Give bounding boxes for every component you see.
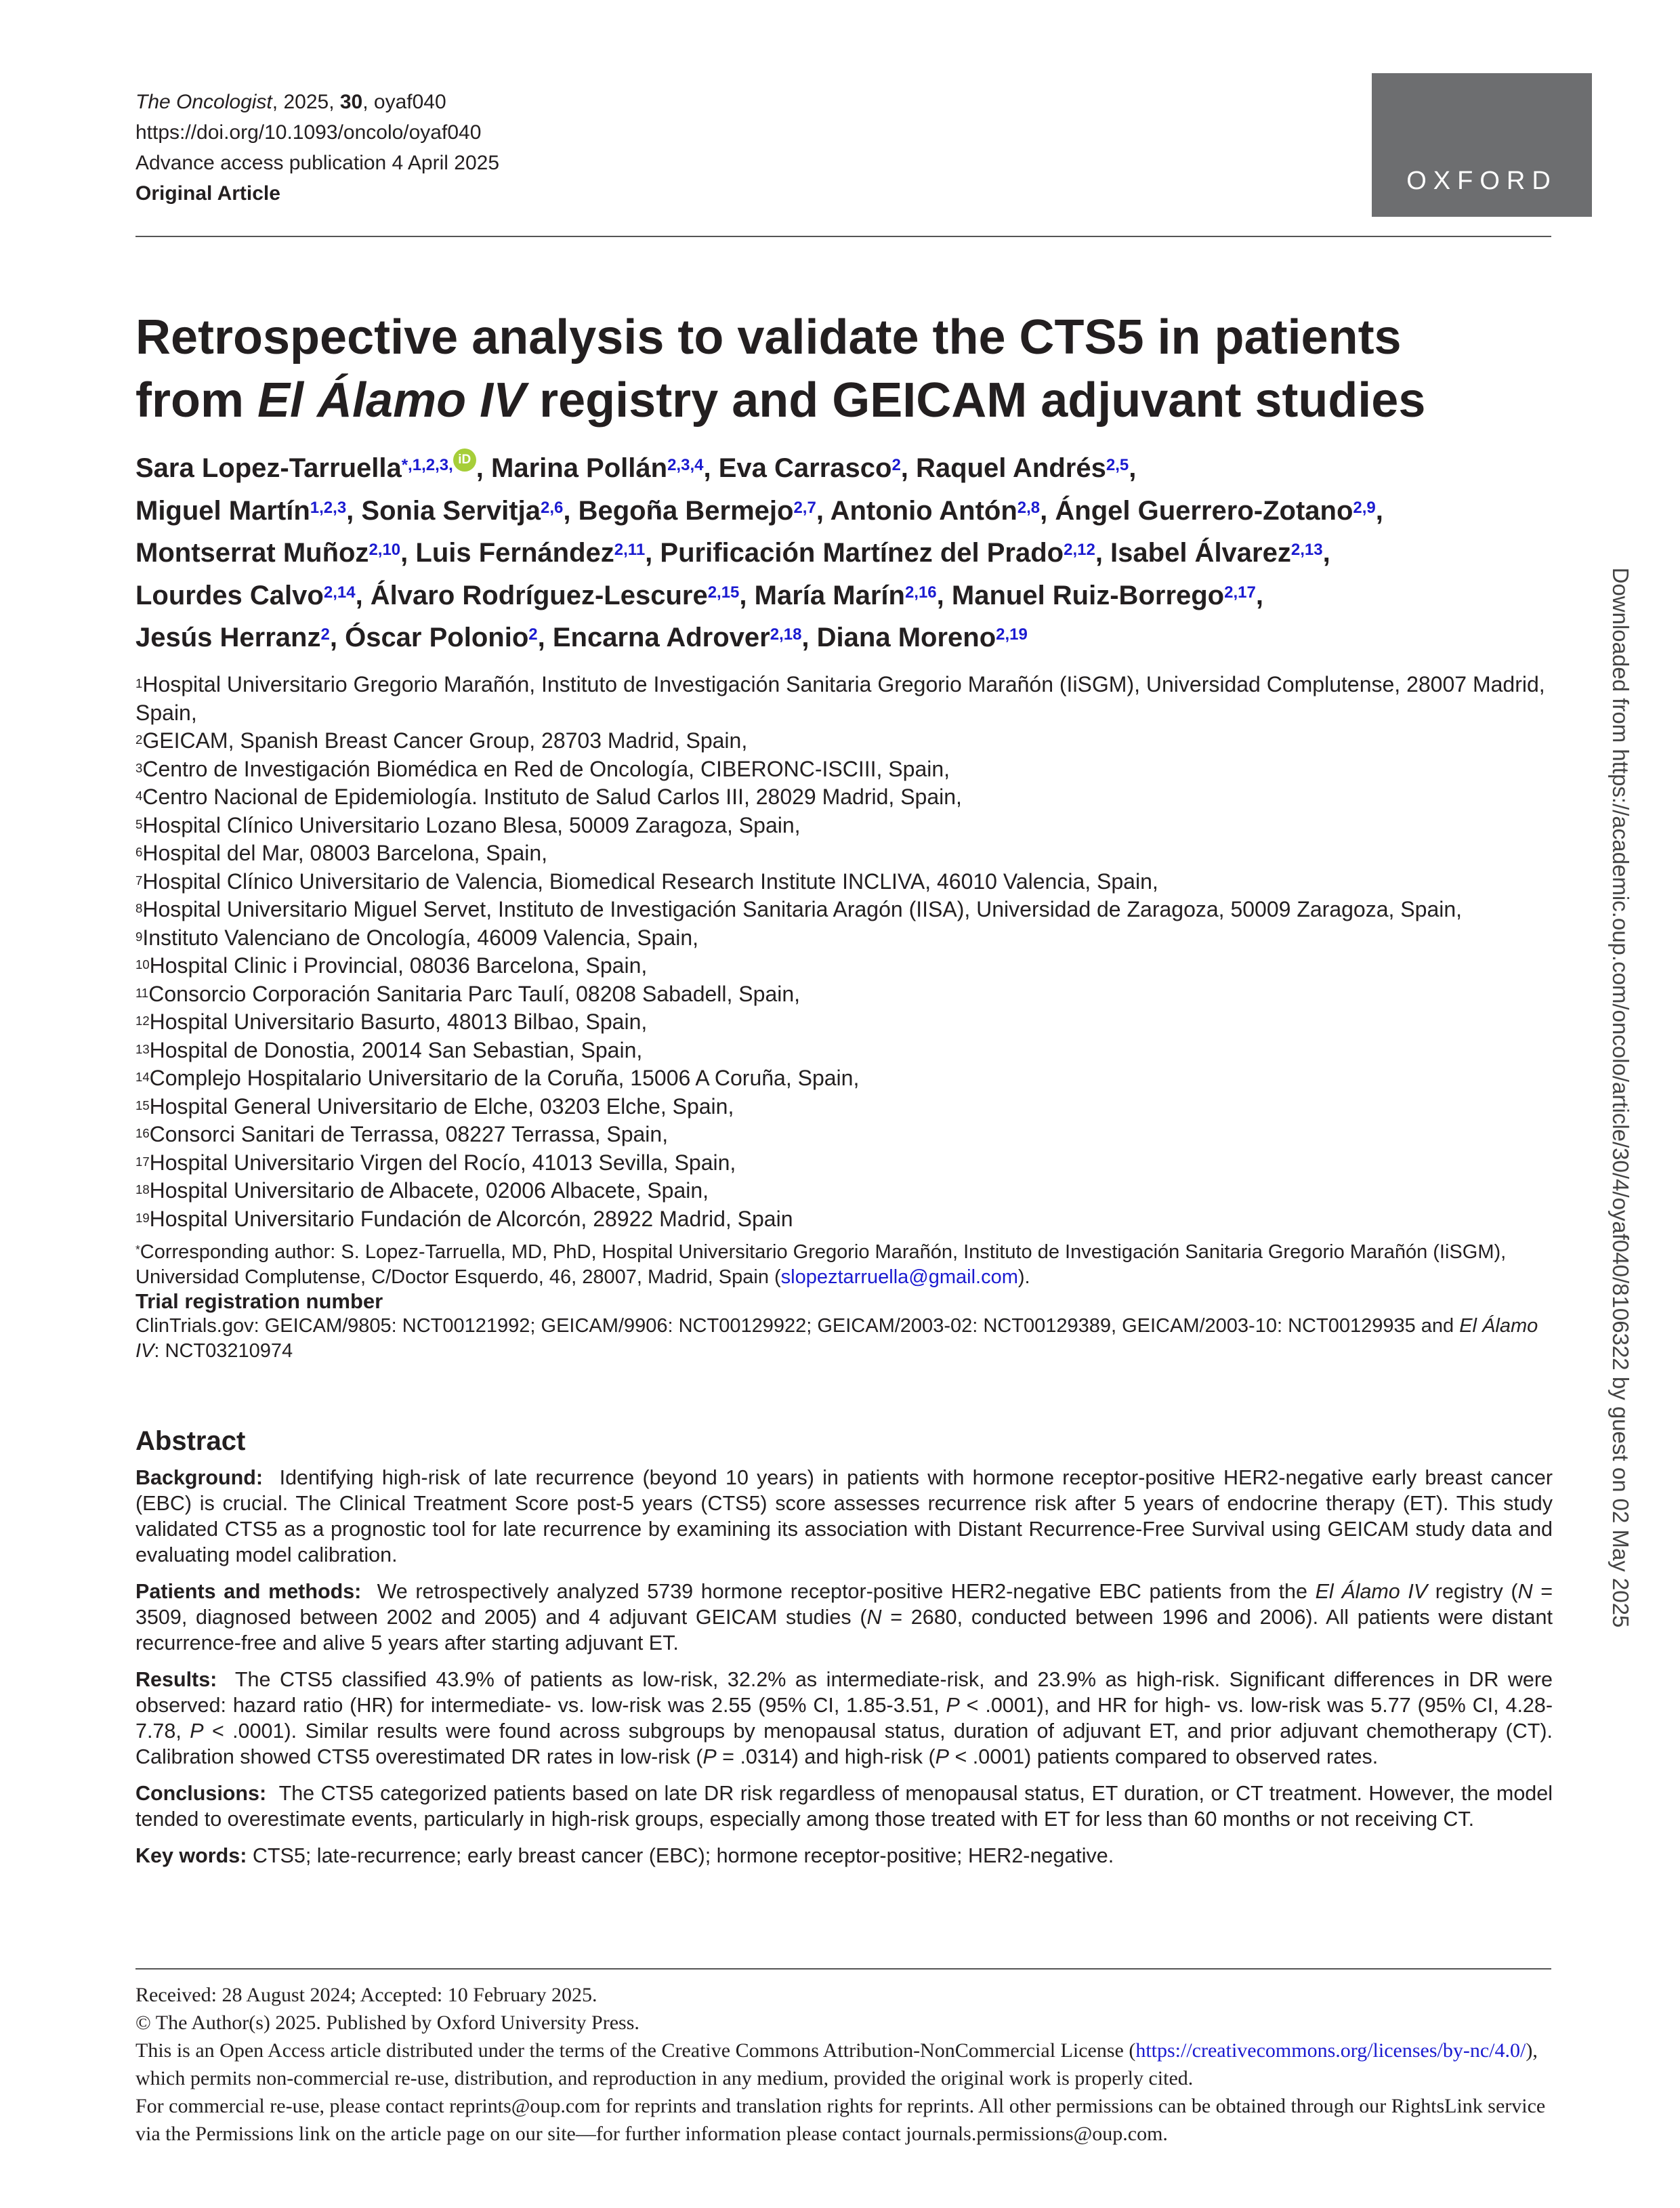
author: Óscar Polonio$^2$, [345, 623, 553, 652]
affiliation-text: Hospital Universitario Miguel Servet, Instituto de Investigación Sanitaria Aragón (IISA), Universidad de Zaragoza, 50009 Zaragoza, Spain, [142, 897, 1463, 921]
section-text: N [866, 1606, 882, 1629]
abstract-section [135, 1465, 1553, 1568]
affiliation [135, 868, 1565, 896]
affiliation-list [135, 671, 1565, 1233]
author-affiliation-refs[interactable]: 2,7 [793, 498, 816, 517]
section-label: Conclusions: [135, 1782, 267, 1805]
author: Raquel Andrés$^{2,5}$, [916, 453, 1137, 483]
volume: 30 [339, 91, 363, 113]
advance-access: Advance access publication 4 April 2025 [135, 152, 500, 174]
abstract-section [135, 1780, 1553, 1832]
abstract [135, 1426, 1553, 1879]
affiliation [135, 924, 1565, 953]
section-text: < .0001), and HR for high- vs. low-risk was 5.77 (95% CI, 4.28-7.78, [135, 1694, 1553, 1743]
author-affiliation-refs[interactable]: 2,12 [1064, 541, 1095, 559]
section-text: = 3509, diagnosed between 2002 and 2005) and 4 adjuvant GEICAM studies ( [135, 1580, 1553, 1629]
affiliation [135, 755, 1565, 784]
abstract-section [135, 1579, 1553, 1656]
author: Lourdes Calvo$^{2,14}$, [135, 580, 371, 610]
author: Sara Lopez-Tarruella$^{*,1,2,3,}$ iD , [135, 453, 491, 483]
section-text: Identifying high-risk of late recurrence (beyond 10 years) in patients with hormone receptor-positive HER2-negative early breast cancer (EBC) is crucial. The Clinical Treatment Score post-5 years (CTS5) score assesses recurrence risk after 5 years of endocrine therapy (ET). This study validated CTS5 as a prognostic tool for late recurrence by examining its association with Distant Recurrence-Free Survival using GEICAM study data and evaluating model calibration. [135, 1466, 1553, 1566]
section-label: Background: [135, 1466, 264, 1489]
author: Encarna Adrover$^{2,18}$, [552, 623, 817, 652]
author-name: Begoña Bermejo [578, 495, 794, 526]
author: Luis Fernández$^{2,11}$, [415, 538, 660, 568]
section-text: El Álamo IV [1315, 1580, 1428, 1603]
author-name: Sonia Servitja [361, 495, 541, 526]
doi-link[interactable]: https://doi.org/10.1093/oncolo/oyaf040 [135, 121, 482, 144]
affiliation [135, 1205, 1565, 1234]
author-name: Diana Moreno [816, 623, 996, 652]
author-affiliation-refs[interactable]: 2,19 [996, 625, 1028, 644]
license-link[interactable]: https://creativecommons.org/licenses/by-nc/4.0/ [1135, 2039, 1526, 2062]
trial-heading: Trial registration number [135, 1289, 383, 1313]
affiliation-text: Complejo Hospitalario Universitario de la Coruña, 15006 A Coruña, Spain, [149, 1066, 860, 1090]
affiliation-text: Consorcio Corporación Sanitaria Parc Taulí, 08208 Sabadell, Spain, [148, 981, 801, 1006]
affiliation-text: Hospital Universitario Gregorio Marañón, Instituto de Investigación Sanitaria Gregorio Marañón (IiSGM), Universidad Complutense, 28007 Madrid, Spain, [135, 672, 1545, 725]
affiliation [135, 1177, 1565, 1205]
affiliation [135, 1008, 1565, 1037]
author-affiliation-refs[interactable]: 2 [528, 625, 538, 644]
section-text: The CTS5 classified 43.9% of patients as low-risk, 32.2% as intermediate-risk, and 23.9% as high-risk. Significant differences in DR were observed: hazard ratio (HR) for intermediate- vs. low-risk was 2.55 (95% CI, 1.85-3.51, [135, 1668, 1553, 1717]
author-affiliation-refs[interactable]: 2,10 [369, 541, 401, 559]
section-text: = 2680, conducted between 1996 and 2006). All patients were distant recurrence-free and alive 5 years after starting adjuvant ET. [135, 1606, 1553, 1654]
author-name: Eva Carrasco [718, 453, 892, 483]
author [817, 623, 1028, 652]
author-name: Jesús Herranz [135, 623, 321, 652]
affiliation-text: Centro de Investigación Biomédica en Red de Oncología, CIBERONC-ISCIII, Spain, [142, 756, 950, 781]
section-text: < .0001) patients compared to observed rates. [949, 1745, 1379, 1768]
author: Jesús Herranz$^2$, [135, 623, 345, 652]
footer-divider [135, 1968, 1551, 1970]
author-affiliation-refs[interactable]: 2,11 [614, 541, 646, 559]
affiliation [135, 1037, 1565, 1065]
affiliation-text: GEICAM, Spanish Breast Cancer Group, 28703 Madrid, Spain, [142, 728, 748, 753]
affiliation-number: 6 [135, 845, 143, 859]
affiliation-number: 7 [135, 873, 143, 888]
affiliation [135, 1093, 1565, 1121]
author: Miguel Martín$^{1,2,3}$, [135, 495, 362, 526]
affiliation-text: Hospital Universitario Virgen del Rocío, 41013 Sevilla, Spain, [149, 1150, 736, 1175]
author-affiliation-refs[interactable]: 2,15 [707, 583, 740, 602]
section-text: We retrospectively analyzed 5739 hormone receptor-positive HER2-negative EBC patients from the [377, 1580, 1316, 1603]
author: Álvaro Rodríguez-Lescure$^{2,15}$, [370, 580, 755, 610]
affiliation [135, 727, 1565, 755]
author: Begoña Bermejo$^{2,7}$, [578, 495, 831, 526]
affiliation-number: 4 [135, 789, 143, 803]
affiliation-text: Instituto Valenciano de Oncología, 46009 Valencia, Spain, [142, 925, 699, 950]
affiliation [135, 839, 1565, 868]
author-affiliation-refs[interactable]: 2,9 [1353, 498, 1376, 517]
affiliation-number: 17 [135, 1154, 150, 1169]
trial-registration: Trial registration number ClinTrials.gov: GEICAM/9805: NCT00121992; GEICAM/9906: NCT00129922; GEICAM/2003-02: NCT00129389, GEICAM/2003-10: NCT00129935 and El Álamo IV: NCT03210974 [135, 1289, 1558, 1364]
affiliation-number: 18 [135, 1182, 150, 1196]
author: Antonio Antón$^{2,8}$, [830, 495, 1055, 526]
affiliation-text: Hospital Clínico Universitario de Valencia, Biomedical Research Institute INCLIVA, 46010 Valencia, Spain, [142, 869, 1158, 894]
affiliation-text: Centro Nacional de Epidemiología. Instituto de Salud Carlos III, 28029 Madrid, Spain, [142, 785, 962, 809]
author-affiliation-refs[interactable]: 1,2,3 [310, 498, 347, 517]
affiliation-number: 5 [135, 816, 143, 831]
author-name: Montserrat Muñoz [135, 538, 369, 568]
author-name: Raquel Andrés [916, 453, 1106, 483]
author-affiliation-refs[interactable]: 2,8 [1017, 498, 1041, 517]
section-text: The CTS5 categorized patients based on late DR risk regardless of menopausal status, ET duration, or CT treatment. However, the model tended to overestimate events, particularly in high-risk groups, especially among those treated with ET for less than 60 months or not receiving CT. [135, 1782, 1553, 1831]
affiliation-text: Hospital Clínico Universitario Lozano Blesa, 50009 Zaragoza, Spain, [142, 812, 801, 837]
affiliation [135, 1064, 1565, 1093]
author-name: Marina Pollán [491, 453, 668, 483]
affiliation [135, 952, 1565, 980]
author-name: Isabel Álvarez [1110, 538, 1291, 568]
author: María Marín$^{2,16}$, [754, 580, 952, 610]
affiliation [135, 783, 1565, 812]
affiliation [135, 1121, 1565, 1149]
affiliation-number: 2 [135, 732, 143, 747]
article-title: Retrospective analysis to validate the CTS5 in patients from El Álamo IV registry and GEICAM adjuvant studies [135, 310, 1426, 428]
author-affiliation-refs[interactable]: 2,17 [1224, 583, 1256, 602]
author-affiliation-refs[interactable]: 2,14 [323, 583, 356, 602]
author-name: Álvaro Rodríguez-Lescure [370, 580, 708, 610]
commercial-notice: For commercial re-use, please contact reprints@oup.com for reprints and translation rights for reprints. All other permissions can be obtained through our RightsLink service via the Permissions link on the article page on our site—for further information please contact journals.permissions@oup.com. [135, 2095, 1546, 2145]
author-name: Encarna Adrover [552, 623, 770, 652]
email-link[interactable]: slopeztarruella@gmail.com [780, 1266, 1018, 1288]
affiliation [135, 980, 1565, 1009]
affiliation-number: 9 [135, 929, 143, 944]
section-text: P [190, 1720, 204, 1743]
author: Eva Carrasco$^2$, [718, 453, 917, 483]
abstract-section [135, 1667, 1553, 1770]
affiliation-text: Consorci Sanitari de Terrassa, 08227 Terrassa, Spain, [149, 1122, 669, 1146]
affiliation-text: Hospital Universitario Basurto, 48013 Bilbao, Spain, [149, 1009, 648, 1034]
author: Purificación Martínez del Prado$^{2,12}$, [660, 538, 1111, 568]
footer [135, 1981, 1553, 2148]
author-affiliation-refs[interactable]: 2 [891, 456, 901, 474]
affiliation-text: Hospital Universitario Fundación de Alcorcón, 28922 Madrid, Spain [149, 1206, 793, 1231]
affiliation [135, 671, 1565, 727]
affiliation-number: 10 [135, 957, 150, 972]
license: This is an Open Access article distributed under the terms of the Creative Commons Attribution-NonCommercial License (https://creativecommons.org/licenses/by-nc/4.0/), which permits non-commercial re-use, distribution, and reproduction in any medium, provided the original work is properly cited. [135, 2039, 1538, 2089]
author: Isabel Álvarez$^{2,13}$, [1110, 538, 1330, 568]
author-name: Miguel Martín [135, 495, 310, 526]
author-affiliation-refs[interactable]: *,1,2,3, [401, 456, 453, 474]
affiliation-number: 16 [135, 1126, 150, 1140]
author-affiliation-refs[interactable]: 2,6 [540, 498, 564, 517]
section-label: Patients and methods: [135, 1580, 362, 1603]
affiliation [135, 812, 1565, 840]
author-affiliation-refs[interactable]: 2,16 [904, 583, 937, 602]
author-affiliation-refs[interactable]: 2 [320, 625, 330, 644]
citation-line: The Oncologist, 2025, 30, oyaf040 [135, 91, 446, 113]
header-divider [135, 236, 1551, 237]
keywords: Key words: CTS5; late-recurrence; early breast cancer (EBC); hormone receptor-positive; HER2-negative. [135, 1844, 1114, 1867]
affiliation-number: 8 [135, 901, 143, 915]
author-affiliation-refs[interactable]: 2,5 [1106, 456, 1129, 474]
article-meta [135, 87, 499, 209]
author-affiliation-refs[interactable]: 2,18 [770, 625, 802, 644]
section-text: < .0001). Similar results were found across subgroups by menopausal status, duration of adjuvant ET, and prior adjuvant chemotherapy (CT). Calibration showed CTS5 overestimated DR rates in low-risk ( [135, 1720, 1553, 1768]
author: Ángel Guerrero-Zotano$^{2,9}$, [1055, 495, 1383, 526]
corresponding-author: *Corresponding author: S. Lopez-Tarruella, MD, PhD, Hospital Universitario Gregorio Marañón, Instituto de Investigación Sanitaria Gregorio Marañón (IiSGM), Universidad Complutense, C/Doctor Esquerdo, 46, 28007, Madrid, Spain (slopeztarruella@gmail.com). [135, 1241, 1507, 1288]
section-text: = .0314) and high-risk ( [716, 1745, 936, 1768]
abstract-heading: Abstract [135, 1426, 246, 1456]
orcid-icon[interactable]: iD [453, 449, 476, 472]
received-dates: Received: 28 August 2024; Accepted: 10 February 2025. [135, 1984, 597, 2006]
author: Montserrat Muñoz$^{2,10}$, [135, 538, 416, 568]
affiliation-number: 19 [135, 1210, 150, 1225]
affiliation-text: Hospital Universitario de Albacete, 02006 Albacete, Spain, [149, 1178, 709, 1203]
affiliation-number: 1 [135, 676, 143, 690]
author: Manuel Ruiz-Borrego$^{2,17}$, [951, 580, 1263, 610]
affiliation-text: Hospital de Donostia, 20014 San Sebastian, Spain, [149, 1037, 643, 1062]
author-affiliation-refs[interactable]: 2,3,4 [667, 456, 704, 474]
author: Sonia Servitja$^{2,6}$, [361, 495, 579, 526]
section-text: P [935, 1745, 950, 1768]
author: Marina Pollán$^{2,3,4}$, [491, 453, 719, 483]
affiliation [135, 896, 1565, 924]
affiliation-number: 3 [135, 760, 143, 775]
affiliation-number: 11 [135, 985, 149, 1000]
download-notice: Downloaded from https://academic.oup.com/oncolo/article/30/4/oyaf040/8106322 by guest on 02 May 2025 [1608, 567, 1633, 1628]
author-name: Ángel Guerrero-Zotano [1055, 495, 1353, 526]
author-list [135, 447, 1558, 659]
author-name: Manuel Ruiz-Borrego [951, 580, 1225, 610]
author-name: Lourdes Calvo [135, 580, 324, 610]
oxford-logo: OXFORD [1372, 73, 1592, 217]
section-text: P [946, 1694, 960, 1717]
affiliation-text: Hospital Clinic i Provincial, 08036 Barcelona, Spain, [149, 953, 648, 978]
affiliation-text: Hospital del Mar, 08003 Barcelona, Spain, [142, 841, 548, 865]
copyright: © The Author(s) 2025. Published by Oxford University Press. [135, 2012, 639, 2034]
author-affiliation-refs[interactable]: 2,13 [1290, 541, 1323, 559]
author-name: María Marín [754, 580, 905, 610]
affiliation-number: 15 [135, 1098, 150, 1112]
section-text: P [702, 1745, 717, 1768]
author-name: Sara Lopez-Tarruella [135, 453, 402, 483]
affiliation-number: 13 [135, 1041, 150, 1056]
article-type: Original Article [135, 182, 280, 205]
author-name: Óscar Polonio [345, 623, 529, 652]
section-text: registry ( [1427, 1580, 1518, 1603]
author-name: Purificación Martínez del Prado [660, 538, 1064, 568]
section-label: Results: [135, 1668, 217, 1691]
affiliation [135, 1149, 1565, 1178]
author-name: Luis Fernández [415, 538, 614, 568]
affiliation-number: 12 [135, 1014, 150, 1028]
affiliation-text: Hospital General Universitario de Elche, 03203 Elche, Spain, [149, 1093, 734, 1119]
author-name: Antonio Antón [830, 495, 1017, 526]
journal-name: The Oncologist [135, 91, 272, 113]
section-text: N [1517, 1580, 1533, 1603]
affiliation-number: 14 [135, 1070, 150, 1084]
